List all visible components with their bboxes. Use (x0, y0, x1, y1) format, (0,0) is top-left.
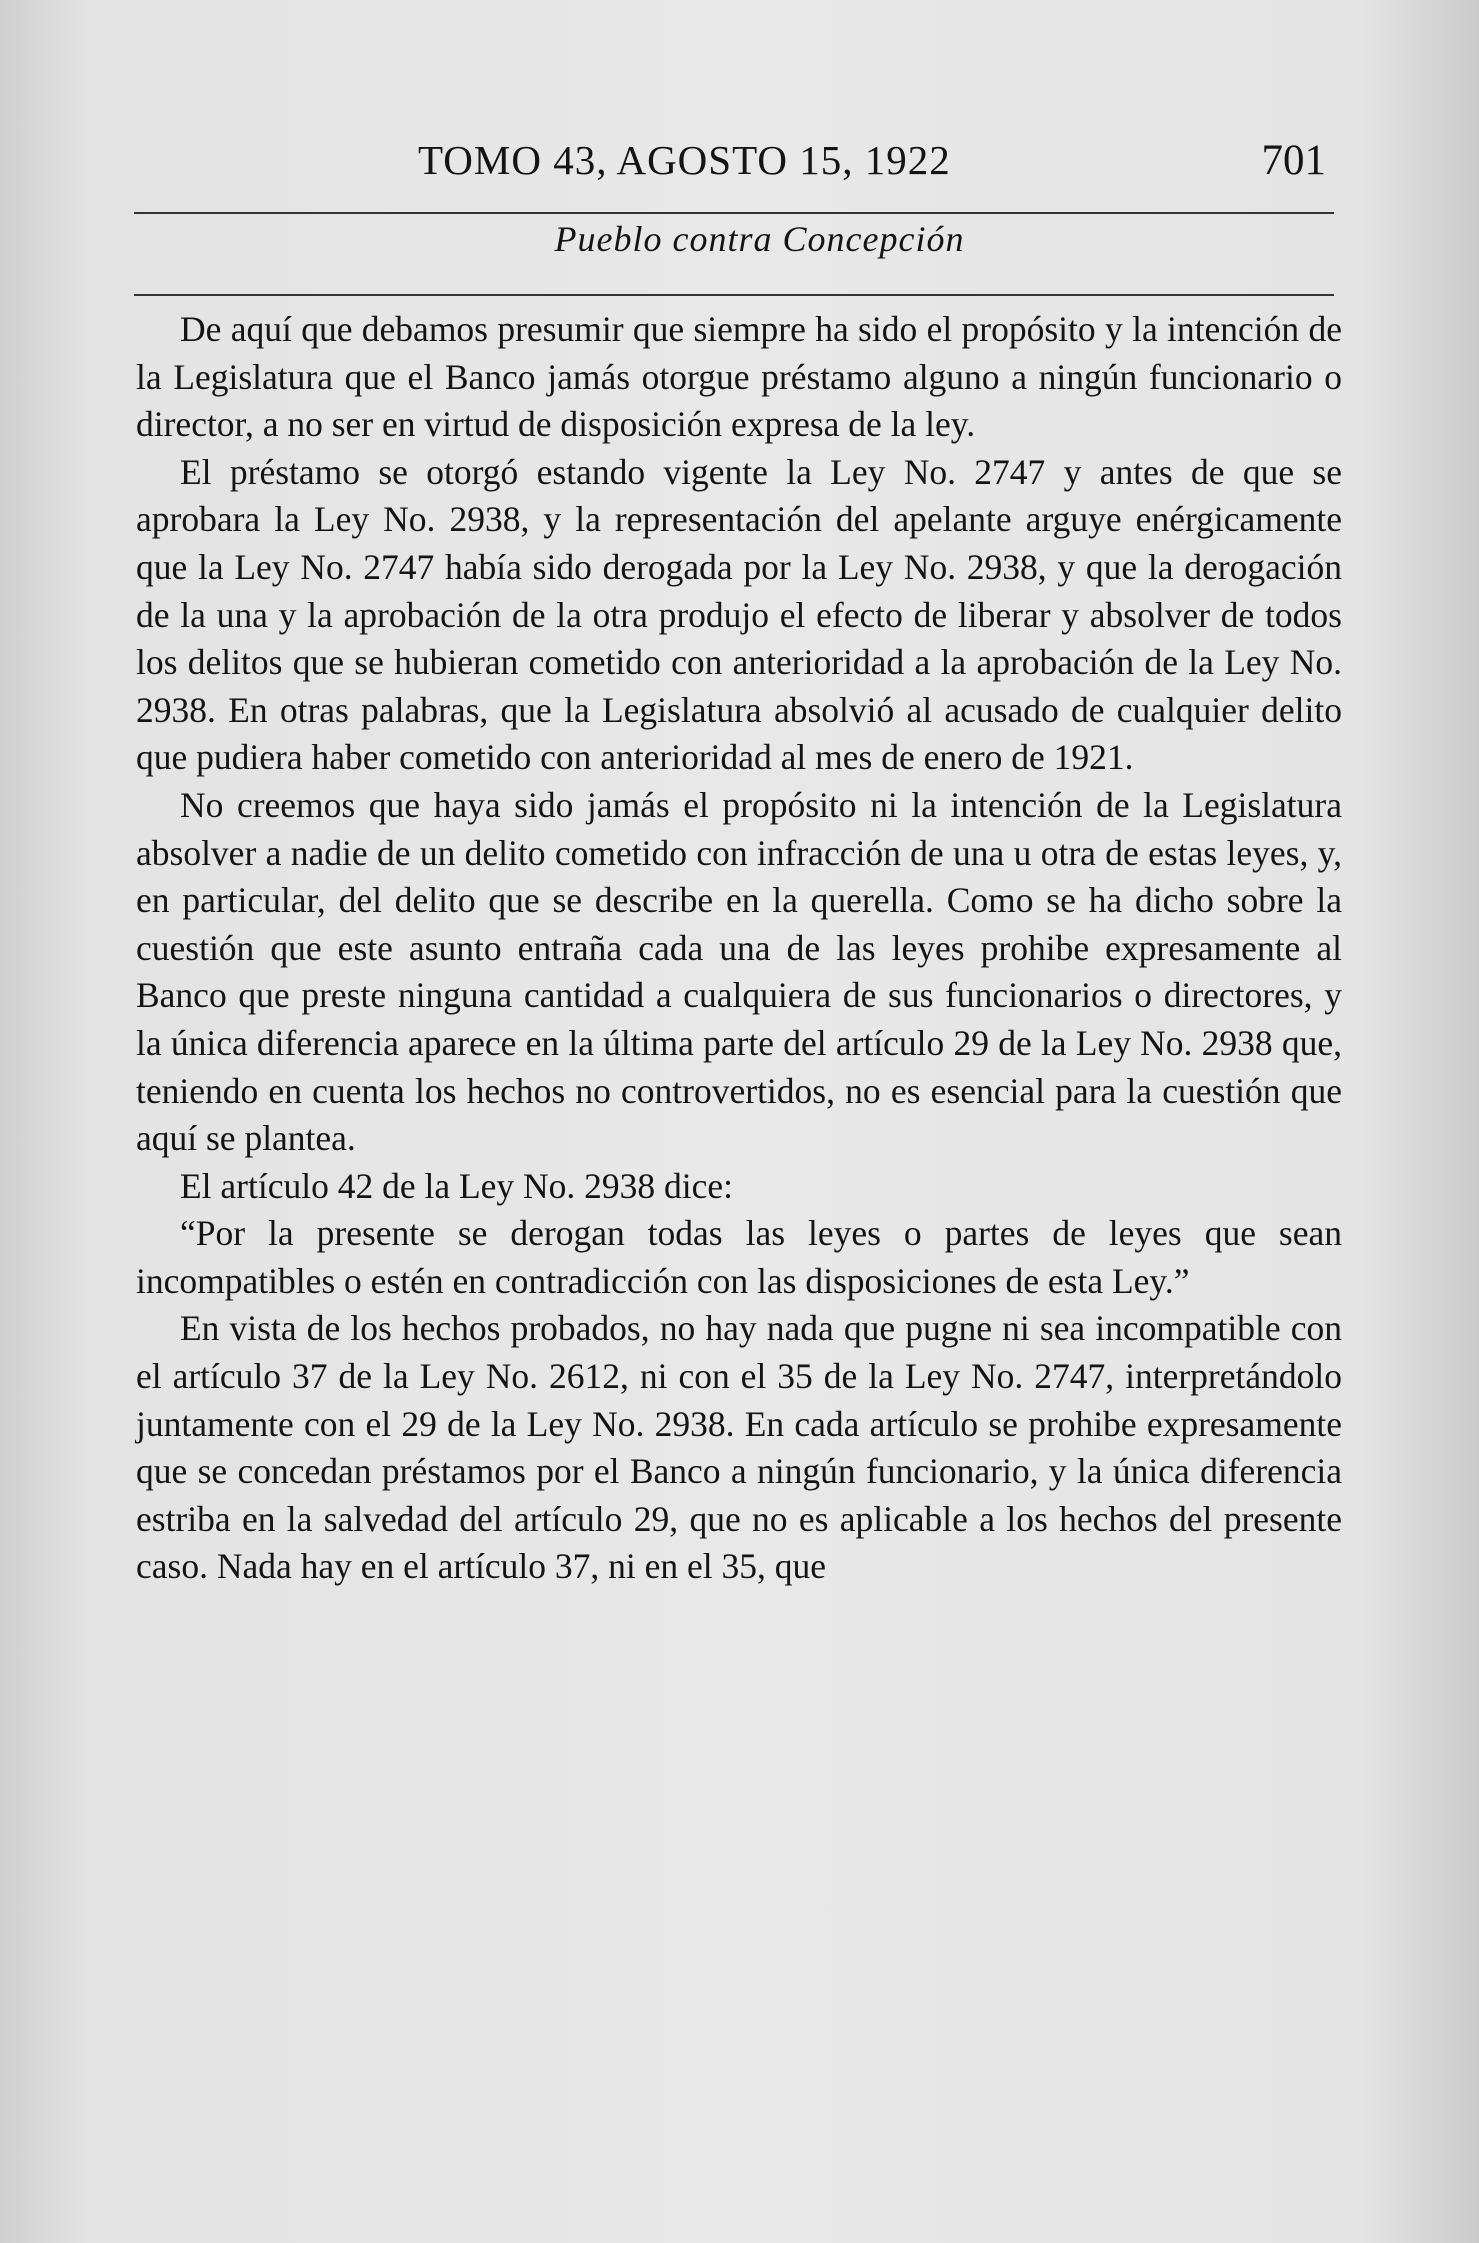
paragraph: No creemos que haya sido jamás el propósito ni la intención de la Legislatura absolver a nadie de un delito cometido con infracción de una u otra de estas leyes, y, en particular, del delito que se describe en la querella. Como se ha dicho sobre la cuestión que este asunto entraña cada una de las leyes prohibe expresamente al Banco que preste ninguna cantidad a cualquiera de sus funcionarios o directores, y la única diferencia aparece en la última parte del artículo 29 de la Ley No. 2938 que, teniendo en cuenta los hechos no controvertidos, no es esencial para la cuestión que aquí se plantea. (136, 784, 1342, 1159)
quoted-paragraph: “Por la presente se derogan todas las leyes o partes de leyes que sean incompatibles o estén en contradicción con las disposiciones de esta Ley.” (136, 1213, 1342, 1301)
paragraph: En vista de los hechos probados, no hay nada que pugne ni sea incompatible con el artículo 37 de la Ley No. 2612, ni con el 35 de la Ley No. 2747, interpretándolo juntamente con el 29 de la Ley No. 2938. En cada artículo se prohibe expresamente que se concedan préstamos por el Banco a ningún funcionario, y la única diferencia estriba en la salvedad del artículo 29, que no es aplicable a los hechos del presente caso. Nada hay en el artículo 37, ni en el 35, que (136, 1308, 1342, 1587)
body-text (136, 306, 1342, 1591)
page-number: 701 (1261, 137, 1326, 184)
header-rule-top (134, 212, 1334, 214)
header-rule-bottom (134, 294, 1334, 296)
paragraph: El artículo 42 de la Ley No. 2938 dice: (180, 1165, 734, 1206)
running-title: TOMO 43, AGOSTO 15, 1922 (418, 137, 951, 183)
paragraph: El préstamo se otorgó estando vigente la Ley No. 2747 y antes de que se aprobara la Ley No. 2938, y la representación del apelante arguye enérgicamente que la Ley No. 2747 había sido derogada por la Ley No. 2938, y que la derogación de la una y la aprobación de la otra produjo el efecto de liberar y absolver de todos los delitos que se hubieran cometido con anterioridad a la aprobación de la Ley No. 2938. En otras palabras, que la Legislatura absolvió al acusado de cualquier delito que pudiera haber cometido con anterioridad al mes de enero de 1921. (136, 451, 1342, 778)
case-title: Pueblo contra Concepción (554, 219, 965, 259)
paragraph: De aquí que debamos presumir que siempre ha sido el propósito y la intención de la Legislatura que el Banco jamás otorgue préstamo alguno a ningún funcionario o director, a no ser en virtud de disposición expresa de la ley. (136, 309, 1342, 445)
page-header (140, 128, 1340, 192)
